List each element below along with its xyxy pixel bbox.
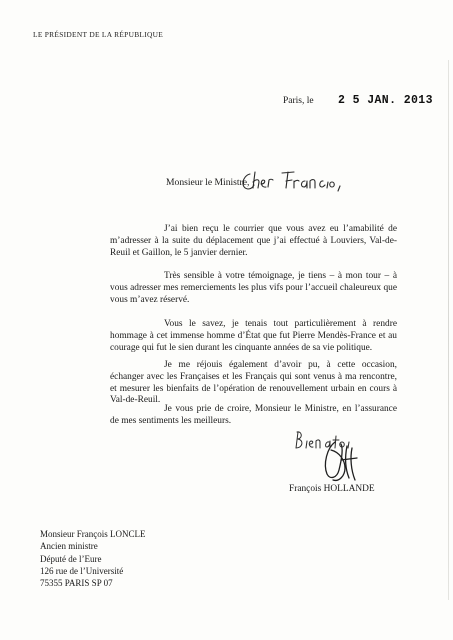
paragraph-4: Je me réjouis également d’avoir pu, à cette occasion, échanger avec les Françaises et les Français qui sont venus à ma rencontre, et mesurer les bienfaits de l’opération de renouvellement urbain en cours à Val-de-Reuil. — [110, 360, 397, 406]
dateline — [283, 94, 433, 107]
scan-edge — [448, 60, 449, 600]
date-stamp: 2 5 JAN. 2013 — [337, 94, 433, 107]
salutation: Monsieur le Ministre, — [166, 177, 250, 188]
letterhead: LE PRÉSIDENT DE LA RÉPUBLIQUE — [33, 30, 164, 39]
paragraph-2: Très sensible à votre témoignage, je tiens – à mon tour – à vous adresser mes remerciements les plus vifs pour l’accueil chaleureux que vous m’avez réservé. — [110, 271, 397, 305]
signature — [305, 438, 365, 486]
address-line: 126 rue de l’Université — [40, 565, 124, 576]
paragraph-5: Je vous prie de croire, Monsieur le Ministre, en l’assurance de mes sentiments les meilleurs. — [110, 404, 397, 426]
dateline-place: Paris, le — [283, 96, 314, 106]
handwritten-greeting — [236, 168, 346, 194]
address-line: Député de l’Eure — [40, 553, 102, 564]
signer-name: François HOLLANDE — [289, 484, 375, 494]
address-line: Monsieur François LONCLE — [40, 529, 146, 539]
paragraph-1: J’ai bien reçu le courrier que vous avez eu l’amabilité de m’adresser à la suite du déplacement que j’ai effectué à Louviers, Val-de-Reuil et Gaillon, le 5 janvier dernier. — [110, 224, 397, 258]
address-line: 75355 PARIS SP 07 — [40, 578, 113, 589]
paragraph-3: Vous le savez, je tenais tout particulièrement à rendre hommage à cet immense homme d’État que fut Pierre Mendès-France et au courage qui fut le sien durant les cinquante années de sa vie politique. — [110, 319, 397, 353]
recipient-address — [40, 528, 146, 589]
address-line: Ancien ministre — [40, 541, 98, 552]
